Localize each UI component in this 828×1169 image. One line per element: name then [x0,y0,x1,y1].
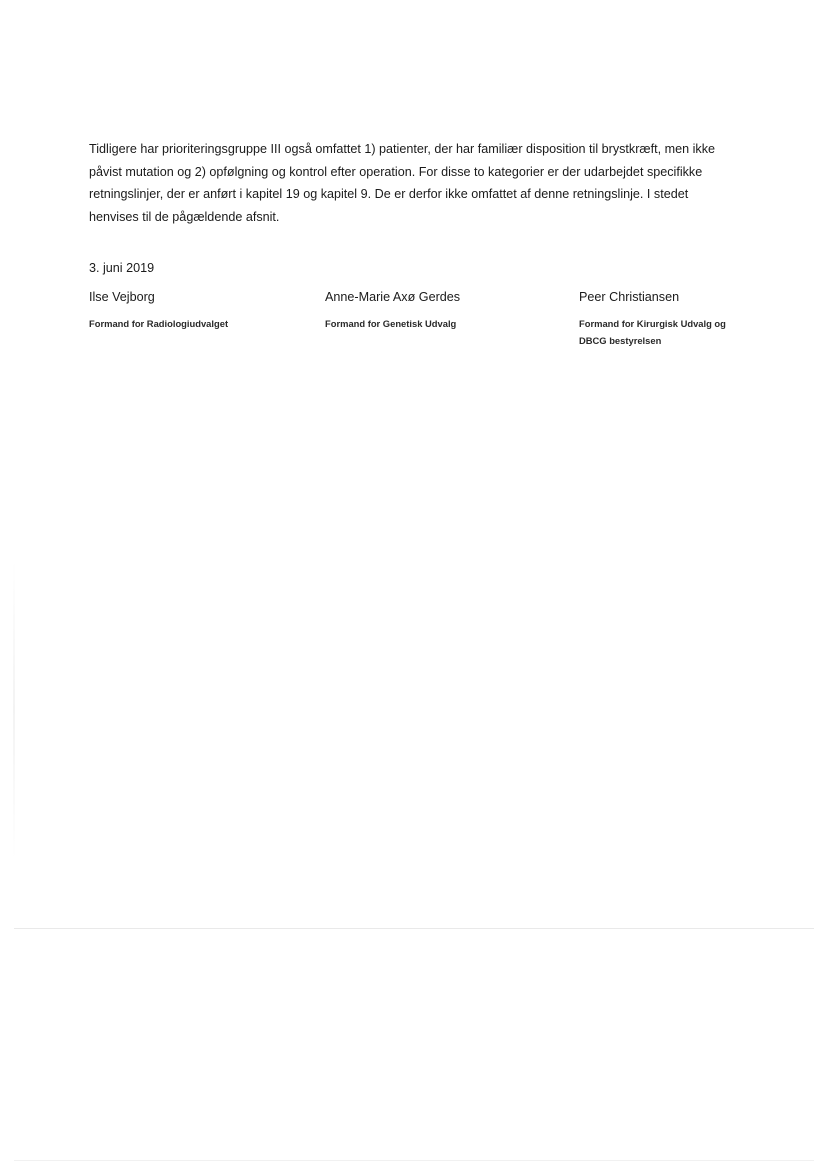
scan-bottom-line [14,1160,814,1161]
signer-block [579,287,749,349]
signer-name: Ilse Vejborg [89,290,155,304]
signer-name: Peer Christiansen [579,290,680,304]
signer-block [325,287,545,332]
signer-role: Formand for Radiologiudvalget [89,318,229,329]
signer-block [89,287,289,332]
signer-role: Formand for Kirurgisk Udvalg og DBCG bestyrelsen [579,318,726,346]
signer-role: Formand for Genetisk Udvalg [325,318,457,329]
signer-name: Anne-Marie Axø Gerdes [325,290,461,304]
document-date: 3. juni 2019 [89,261,155,275]
scan-fold-line [14,928,814,929]
scan-edge-shadow [13,560,15,860]
body-paragraph: Tidligere har prioriteringsgruppe III også omfattet 1) patienter, der har familiær disposition til brystkræft, men ikke påvist mutation og 2) opfølgning og kontrol efter operation. For disse to kategorier er der udarbejdet specifikke retningslinjer, der er anført i kapitel 19 og kapitel 9. De er derfor ikke omfattet af denne retningslinje. I stedet henvises til de pågældende afsnit. [89,142,715,224]
